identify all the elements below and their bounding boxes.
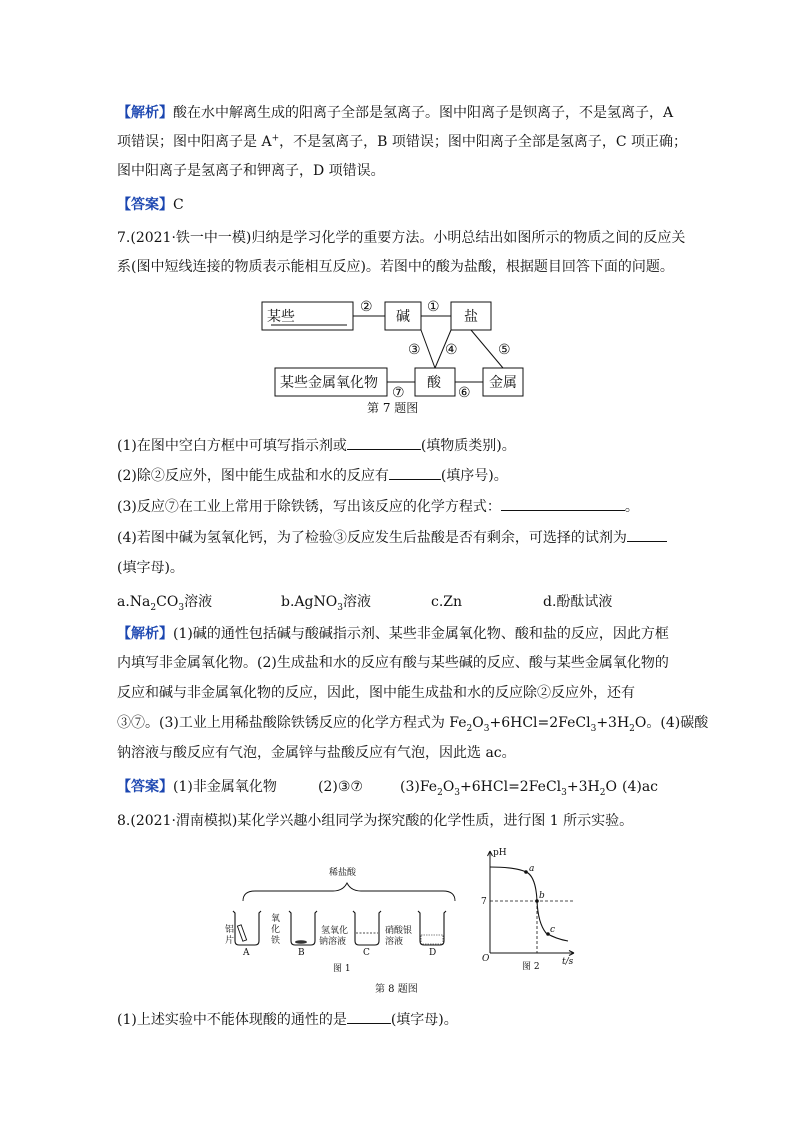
box-acid: 酸	[427, 375, 441, 391]
q6-analysis-line2: 项错误；图中阳离子是 A+，不是氢离子，B 项错误；图中阳离子全部是氢离子，C 项正确；	[117, 133, 688, 150]
axis-tick-7: 7	[481, 897, 487, 907]
answer-tag: 【答案】	[117, 197, 173, 213]
option-a: $a.Na_2CO_3$溶液	[117, 594, 213, 613]
q7-analysis-line1: 【解析】(1)碱的通性包括碱与酸碱指示剂、某些非金属氧化物、酸和盐的反应，因此方框	[117, 626, 669, 642]
aluminum-strip	[237, 925, 246, 941]
q7-analysis-line2: 内填写非金属氧化物。(2)生成盐和水的反应有酸与某些碱的反应、酸与某些金属氧化物的	[117, 655, 669, 671]
q7-sub3: (3)反应⑦在工业上常用于除铁锈，写出该反应的化学方程式： 。	[117, 499, 639, 515]
q7-figure-caption: 第 7 题图	[367, 401, 419, 414]
analysis-tag: 【解析】	[117, 626, 173, 642]
q7-analysis-line3: 反应和碱与非金属氧化物的反应，因此，图中能生成盐和水的反应除②反应外，还有	[117, 685, 635, 701]
box-metal: 金属	[489, 375, 517, 391]
box-some: 某些	[267, 309, 295, 325]
option-c: c.Zn	[431, 594, 463, 610]
point-b-label: b	[539, 891, 545, 901]
beaker-label-b: B	[298, 948, 305, 958]
figure1-caption: 图 1	[333, 964, 351, 974]
q7-sub4-cont: (填字母)。	[117, 560, 184, 576]
label-reaction-7: ⑦	[392, 385, 405, 401]
q6-analysis-line1: 【解析】酸在水中解离生成的阳离子全部是氢离子。图中阳离子是钡离子，不是氢离子，A	[117, 105, 674, 121]
label-reaction-1: ①	[427, 299, 440, 315]
figure2-caption: 图 2	[522, 962, 540, 972]
q8-sub1: (1)上述实验中不能体现酸的通性的是 (填字母)。	[117, 1012, 458, 1028]
q7-sub4: (4)若图中碱为氢氧化钙，为了检验③反应发生后盐酸是否有剩余，可选择的试剂为	[117, 528, 677, 548]
q8-figure1-beakers	[215, 865, 480, 975]
q7-sub2: (2)除②反应外，图中能生成盐和水的反应有 (填序号)。	[117, 468, 508, 484]
beaker-label-d: D	[429, 948, 437, 958]
q7-stem-line2: 系(图中短线连接的物质表示能相互反应)。若图中的酸为盐酸，根据题目回答下面的问题。	[117, 259, 674, 275]
option-b: b.AgNO$_3$溶液	[281, 594, 371, 613]
q8-figure-caption: 第 8 题图	[375, 984, 418, 995]
point-c-label: c	[550, 925, 556, 935]
q7-sub1: (1)在图中空白方框中可填写指示剂或 (填物质类别)。	[117, 438, 516, 454]
analysis-tag: 【解析】	[117, 105, 173, 121]
label-reaction-2: ②	[360, 299, 373, 315]
answer-blank[interactable]	[627, 528, 667, 542]
label-aluminum-strip: 铝片	[225, 925, 235, 946]
q8-stem: 8.(2021·渭南模拟)某化学兴趣小组同学为探究酸的化学性质，进行图 1 所示实验。	[117, 813, 634, 829]
q8-figure2-ph-curve	[478, 843, 578, 973]
q6-analysis-line3: 图中阳离子是氢离子和钾离子，D 项错误。	[117, 163, 385, 179]
label-sodium-hydroxide: 氢氧化钠溶液	[319, 926, 349, 947]
box-base: 碱	[396, 309, 410, 325]
beaker-label-c: C	[363, 948, 370, 958]
axis-xlabel: t/s	[562, 957, 574, 967]
box-salt: 盐	[464, 309, 478, 325]
label-reaction-4: ④	[445, 342, 458, 358]
label-reaction-3: ③	[408, 342, 421, 358]
label-silver-nitrate: 硝酸银溶液	[385, 926, 413, 947]
q7-analysis-line5: 钠溶液与酸反应有气泡，金属锌与盐酸反应有气泡，因此选 ac。	[117, 745, 516, 761]
q7-analysis-line4: ③⑦。(3)工业上用稀盐酸除铁锈反应的化学方程式为 $Fe_2O_3+6HCl=2FeCl_3+3H_2O$。(4)碳酸	[117, 715, 709, 734]
beaker-label-a: A	[243, 948, 250, 958]
answer-blank[interactable]	[347, 436, 421, 450]
q7-answer: 【答案】(1)非金属氧化物 (2)③⑦ $(3)Fe_2O_3+6HCl=2FeCl_3+3H_2O$ (4)ac	[117, 779, 659, 798]
label-reaction-5: ⑤	[498, 342, 511, 358]
iron-oxide-powder	[295, 940, 307, 944]
q7-reaction-diagram	[255, 296, 535, 414]
label-reaction-6: ⑥	[458, 385, 471, 401]
box-metal-oxide: 某些金属氧化物	[280, 375, 378, 391]
axis-ylabel: pH	[493, 848, 507, 858]
answer-blank[interactable]	[389, 466, 441, 480]
dilute-hcl-label: 稀盐酸	[329, 868, 357, 878]
answer-blank[interactable]	[347, 1010, 391, 1024]
q6-answer: 【答案】C	[117, 197, 184, 213]
q7-stem-line1: 7.(2021·铁一中一模)归纳是学习化学的重要方法。小明总结出如图所示的物质之间的反应关	[117, 230, 686, 246]
answer-blank[interactable]	[501, 497, 625, 511]
label-iron-oxide: 氧化铁	[271, 914, 281, 946]
option-d: d.酚酞试液	[543, 594, 613, 610]
answer-tag: 【答案】	[117, 779, 173, 795]
point-a-label: a	[529, 864, 535, 874]
axis-origin: O	[482, 954, 490, 964]
